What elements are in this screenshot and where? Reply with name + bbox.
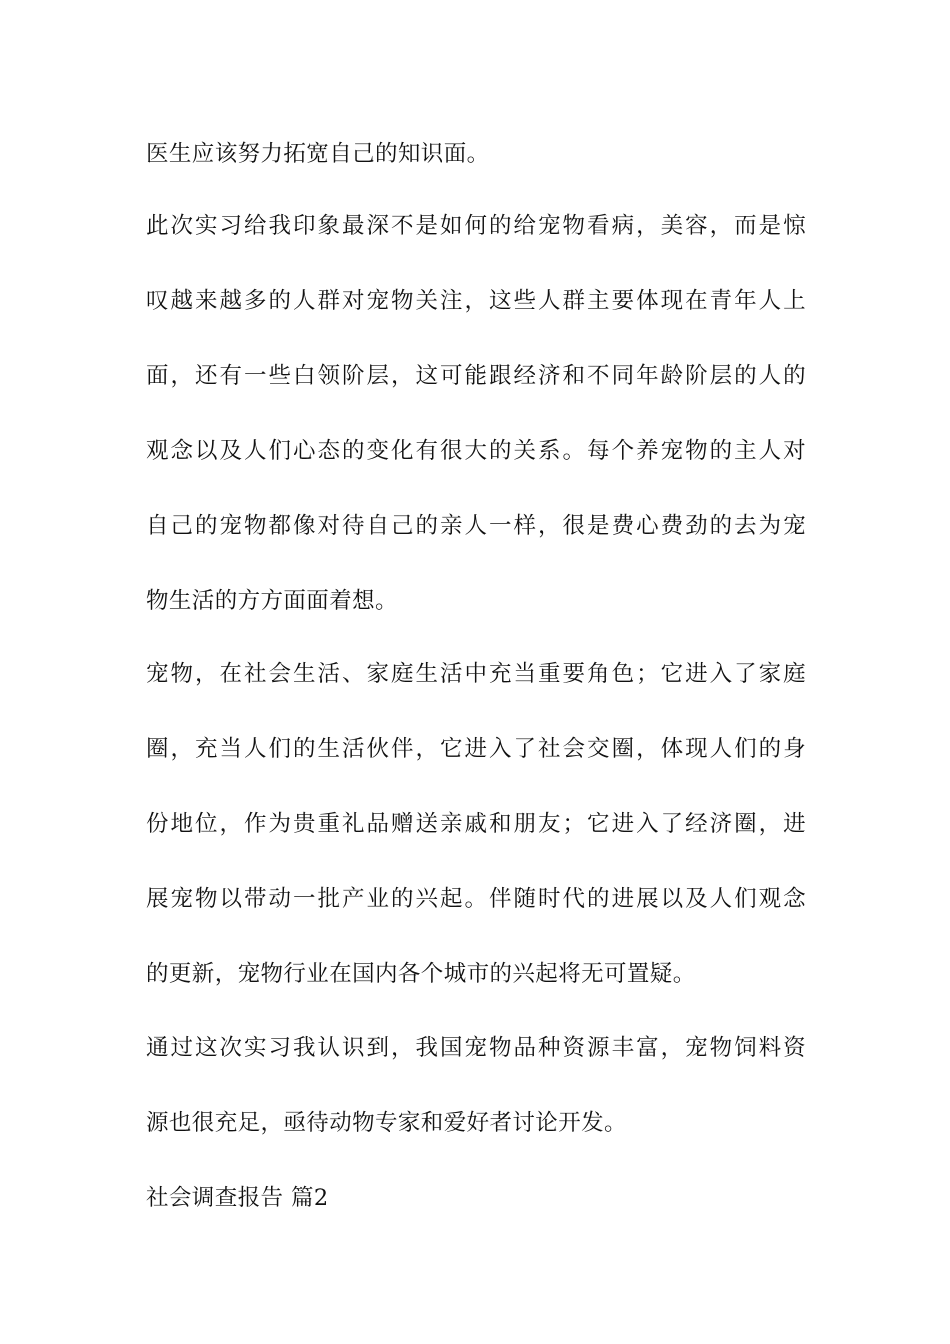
text-line-1: 医生应该努力拓宽自己的知识面。 (146, 141, 490, 167)
text-line-7: 物生活的方方面面着想。 (146, 588, 398, 614)
text-line-5: 观念以及人们心态的变化有很大的关系。每个养宠物的主人对 (146, 438, 806, 464)
section-heading: 社会调查报告 篇2 (146, 1185, 329, 1211)
text-line-3: 叹越来越多的人群对宠物关注，这些人群主要体现在青年人上 (146, 288, 806, 314)
text-line-12: 的更新，宠物行业在国内各个城市的兴起将无可置疑。 (146, 961, 696, 987)
text-line-13: 通过这次实习我认识到，我国宠物品种资源丰富，宠物饲料资 (146, 1035, 806, 1061)
text-line-8: 宠物，在社会生活、家庭生活中充当重要角色；它进入了家庭 (146, 661, 806, 687)
text-line-4: 面，还有一些白领阶层，这可能跟经济和不同年龄阶层的人的 (146, 363, 806, 389)
text-line-9: 圈，充当人们的生活伙伴，它进入了社会交圈，体现人们的身 (146, 736, 806, 762)
text-line-14: 源也很充足，亟待动物专家和爱好者讨论开发。 (146, 1110, 627, 1136)
text-line-10: 份地位，作为贵重礼品赠送亲戚和朋友；它进入了经济圈，进 (146, 811, 806, 837)
text-line-2: 此次实习给我印象最深不是如何的给宠物看病，美容，而是惊 (146, 213, 806, 239)
text-line-11: 展宠物以带动一批产业的兴起。伴随时代的进展以及人们观念 (146, 886, 806, 912)
text-line-6: 自己的宠物都像对待自己的亲人一样，很是费心费劲的去为宠 (146, 513, 806, 539)
